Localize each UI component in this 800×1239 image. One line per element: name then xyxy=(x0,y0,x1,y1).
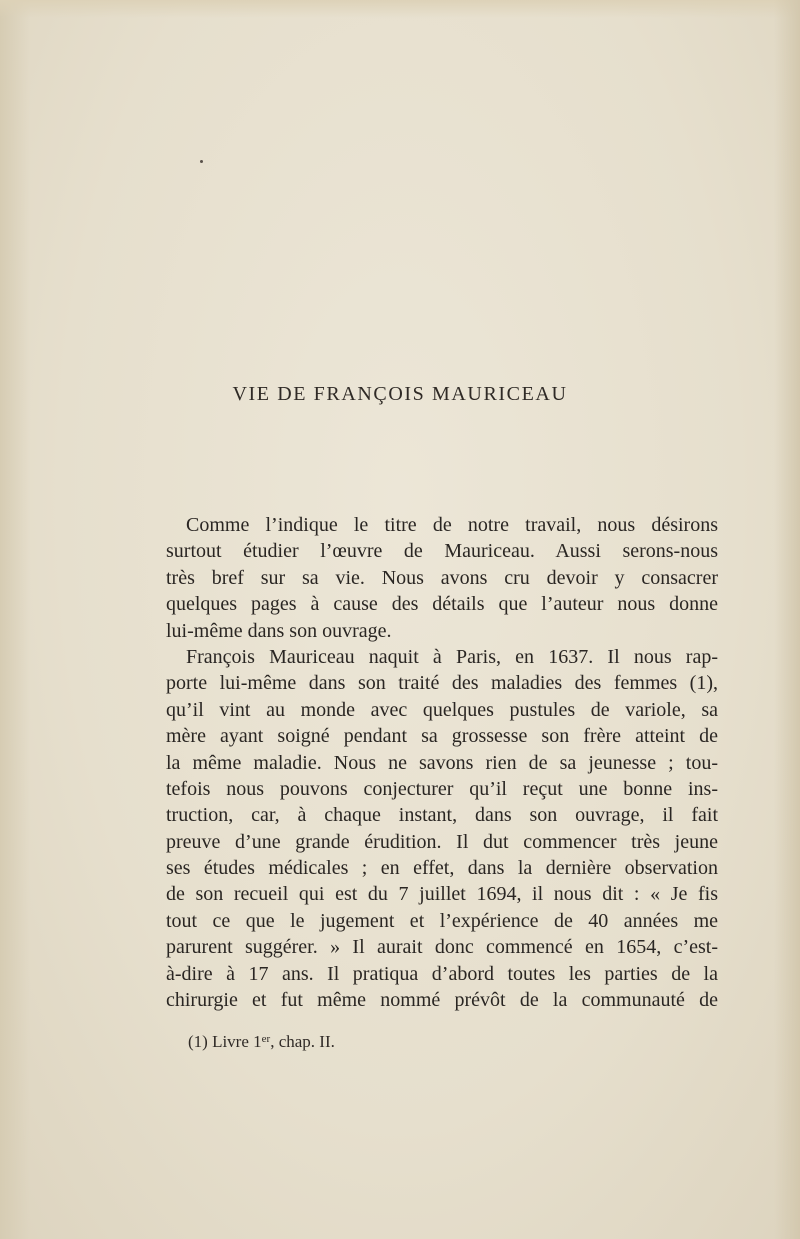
text-line: lui-même dans son ouvrage. xyxy=(166,619,392,642)
footnote-superscript: er xyxy=(261,1033,271,1045)
text-line: parurent suggérer. » Il aurait donc commencé en 1654, c’est- xyxy=(166,936,718,959)
text-line: truction, car, à chaque instant, dans son ouvrage, il fait xyxy=(166,804,718,827)
page-top-edge xyxy=(0,0,800,18)
footnote-suffix: , chap. II. xyxy=(270,1032,335,1051)
text-line: porte lui-même dans son traité des maladies des femmes (1), xyxy=(166,672,718,695)
text-line: mère ayant soigné pendant sa grossesse son frère atteint de xyxy=(166,725,718,748)
text-line: la même maladie. Nous ne savons rien de sa jeunesse ; tou- xyxy=(166,751,718,774)
text-line: très bref sur sa vie. Nous avons cru devoir y consacrer xyxy=(166,566,718,589)
body-text xyxy=(166,512,718,1013)
text-line: Comme l’indique le titre de notre travail, nous désirons xyxy=(186,514,718,536)
chapter-title: VIE DE FRANÇOIS MAURICEAU xyxy=(232,383,568,405)
text-line: surtout étudier l’œuvre de Mauriceau. Aussi serons-nous xyxy=(166,540,718,563)
text-line: quelques pages à cause des détails que l’auteur nous donne xyxy=(166,593,718,616)
text-line: tefois nous pouvons conjecturer qu’il reçut une bonne ins- xyxy=(166,777,718,800)
text-line: ses études médicales ; en effet, dans la dernière observation xyxy=(166,857,718,880)
text-line: qu’il vint au monde avec quelques pustules de variole, sa xyxy=(166,698,718,721)
text-line: à-dire à 17 ans. Il pratiqua d’abord toutes les parties de la xyxy=(166,962,718,985)
text-line: preuve d’une grande érudition. Il dut commencer très jeune xyxy=(166,830,718,853)
text-line: tout ce que le jugement et l’expérience de 40 années me xyxy=(166,909,718,932)
text-line: chirurgie et fut même nommé prévôt de la communauté de xyxy=(166,989,718,1012)
footnote xyxy=(188,1032,335,1052)
text-line: François Mauriceau naquit à Paris, en 1637. Il nous rap- xyxy=(186,645,718,668)
footnote-prefix: (1) Livre 1 xyxy=(188,1032,262,1051)
ink-speck xyxy=(200,160,203,163)
text-line: de son recueil qui est du 7 juillet 1694, il nous dit : « Je fis xyxy=(166,883,718,906)
